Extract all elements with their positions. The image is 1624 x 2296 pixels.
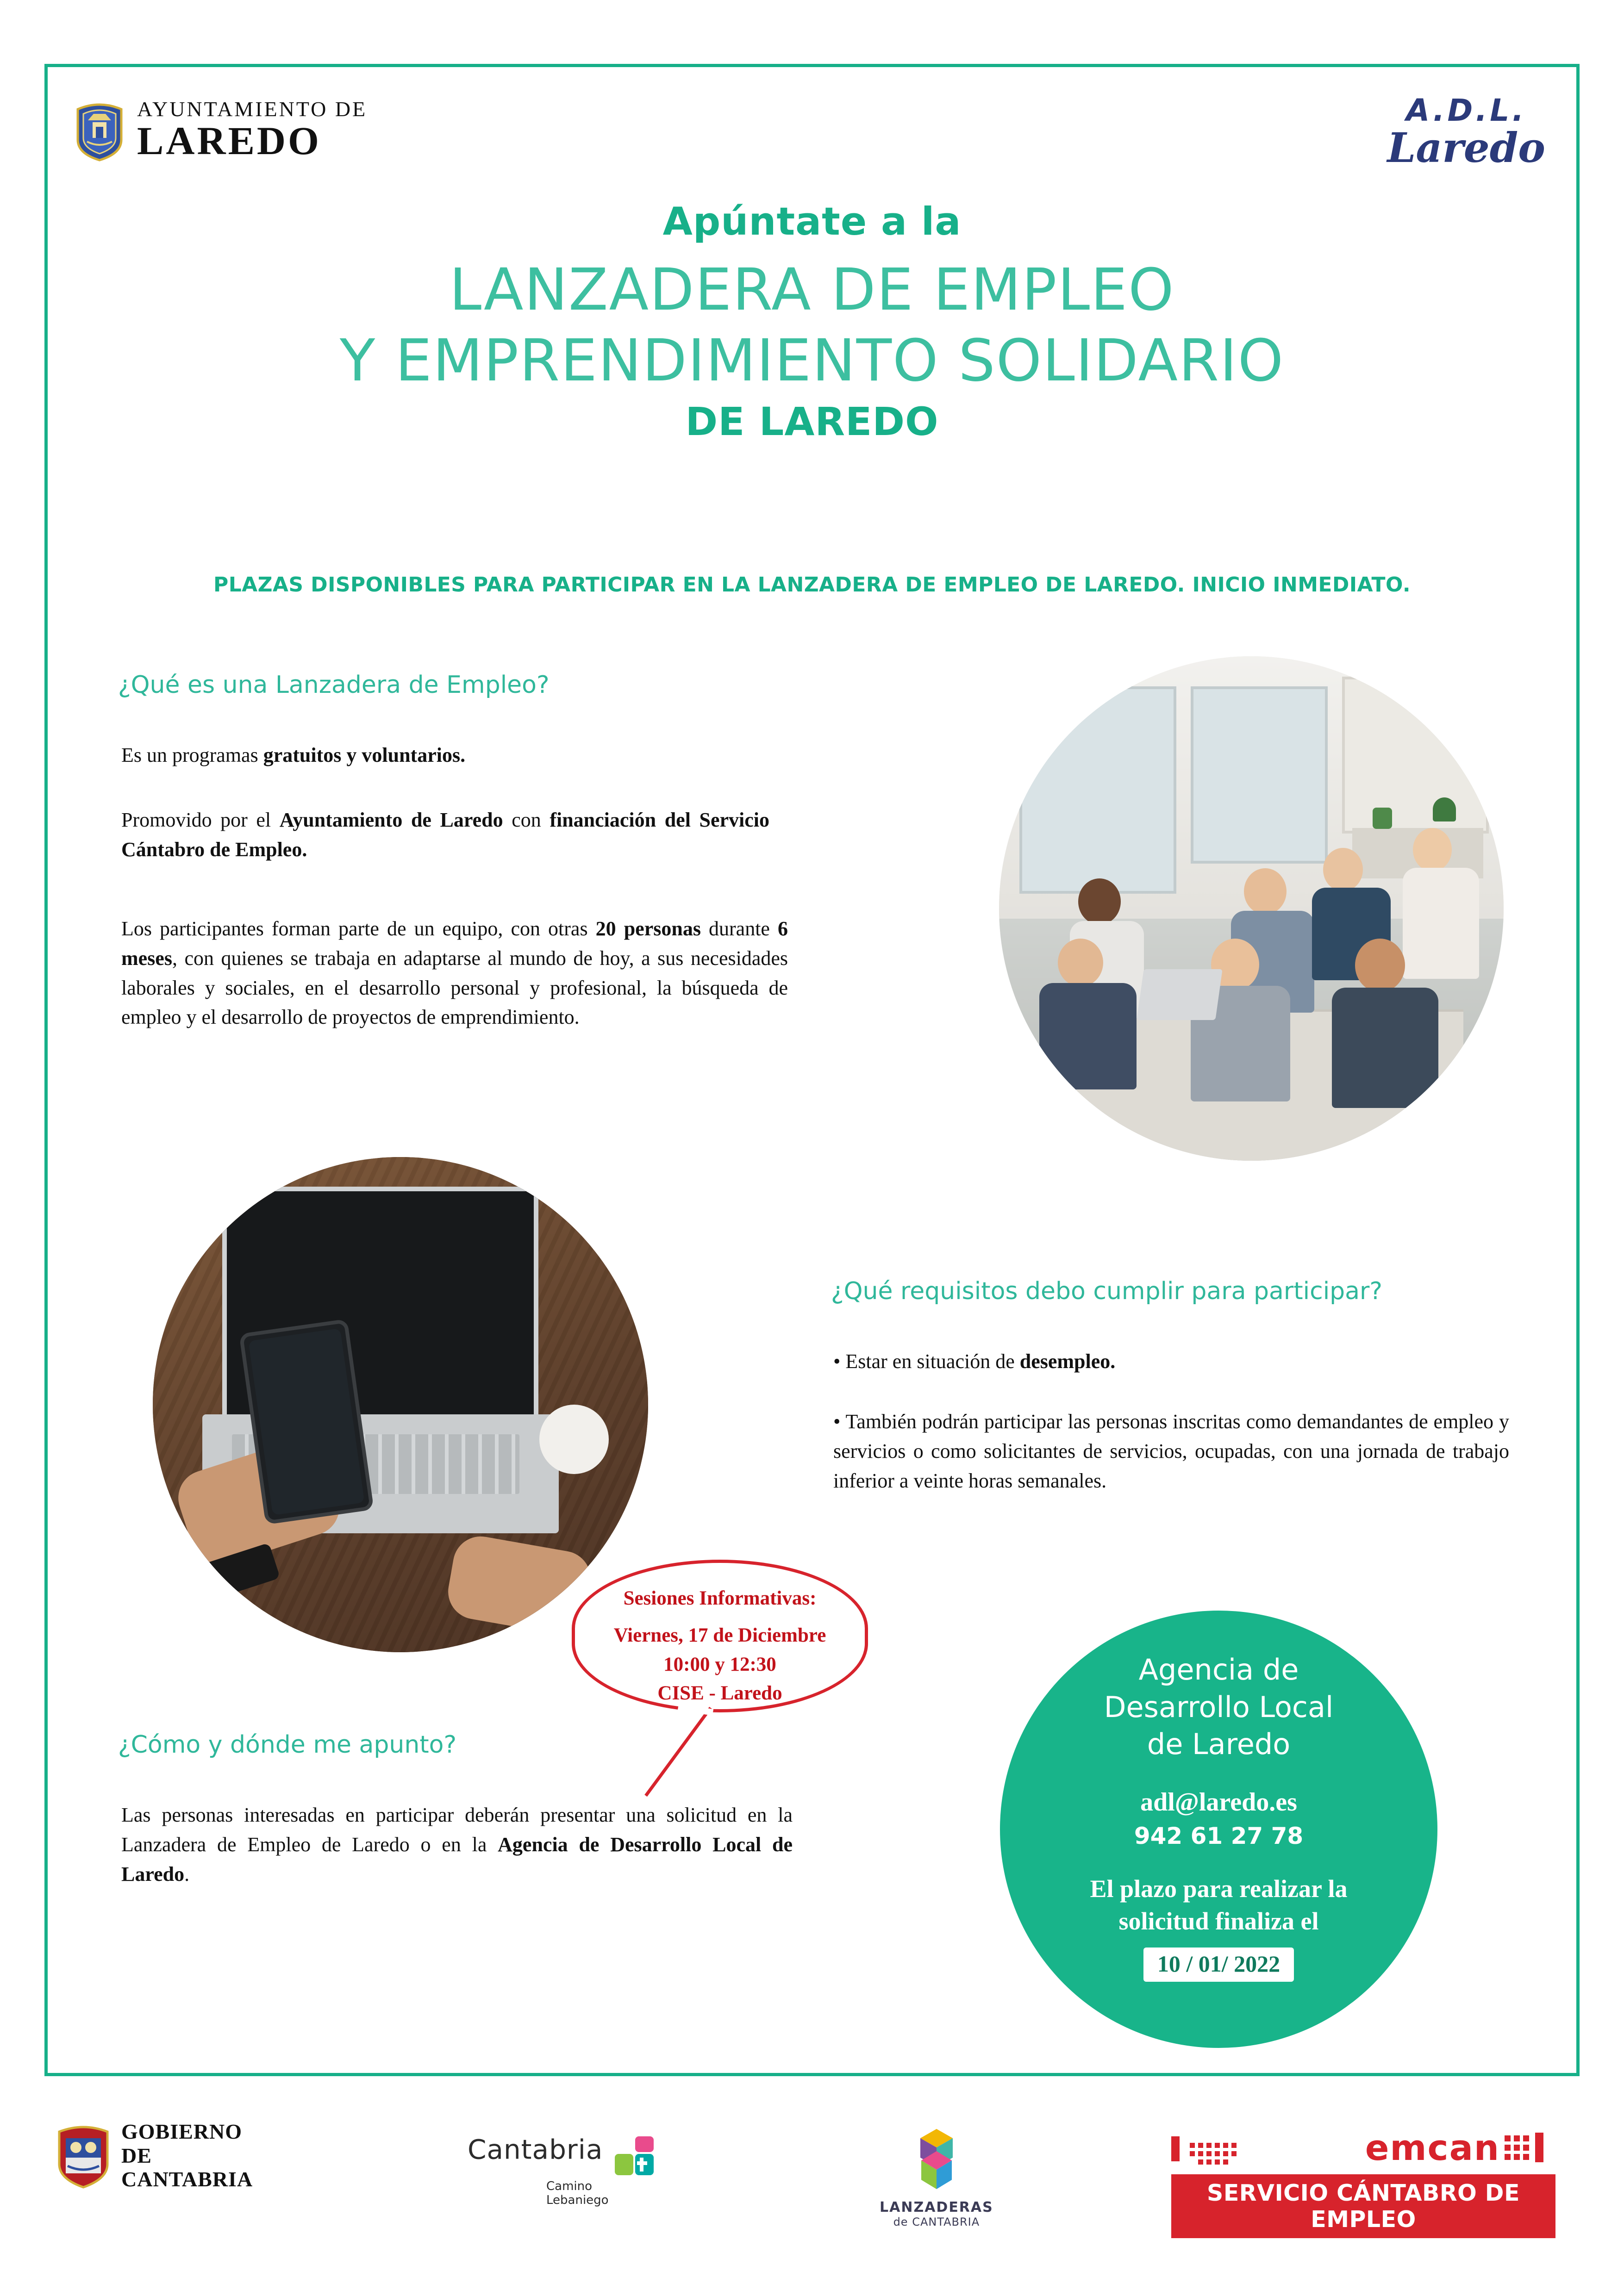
gobierno-line3: CANTABRIA bbox=[121, 2167, 253, 2191]
contact-title-line2: Desarrollo Local bbox=[1104, 1690, 1334, 1724]
bullet-desempleo bbox=[833, 1347, 1505, 1376]
gobierno-cantabria-logo bbox=[56, 2120, 253, 2191]
ayuntamiento-line1: AYUNTAMIENTO DE bbox=[137, 97, 368, 121]
meeting-scene bbox=[999, 656, 1504, 1161]
contact-title-line3: de Laredo bbox=[1147, 1727, 1291, 1761]
bullet1-text-a: • Estar en situación de bbox=[833, 1350, 1020, 1373]
adl-logo-bottom: Laredo bbox=[1387, 124, 1545, 172]
bubble-line-3: 10:00 y 12:30 bbox=[663, 1653, 776, 1675]
laredo-crest-icon bbox=[74, 97, 125, 162]
contact-title-line1: Agencia de bbox=[1138, 1653, 1299, 1686]
contact-circle bbox=[1000, 1611, 1437, 2048]
contact-email[interactable]: adl@laredo.es bbox=[1140, 1787, 1297, 1817]
emcan-wordmark: emcan bbox=[1365, 2127, 1500, 2168]
bubble-line-4: CISE - Laredo bbox=[657, 1682, 782, 1705]
ayuntamiento-line2: LAREDO bbox=[137, 118, 321, 163]
adl-laredo-logo bbox=[1387, 93, 1545, 172]
como-text-a: Las personas interesadas en participar deberán presentar una solicitud en la Lanzadera de Empleo de Laredo o en la bbox=[121, 1804, 793, 1856]
lanzaderas-line2: de CANTABRIA bbox=[893, 2215, 980, 2228]
gobierno-line2: DE bbox=[121, 2143, 152, 2167]
camino-lebaniego-logo bbox=[468, 2134, 656, 2208]
cantabria-wordmark: Cantabria bbox=[468, 2134, 603, 2165]
title-main-line2: Y EMPRENDIMIENTO SOLIDARIO bbox=[339, 327, 1285, 394]
como-text-b: Agencia de Desarrollo Local de Laredo bbox=[121, 1833, 793, 1885]
p1-text-a: Es un programas bbox=[121, 744, 263, 766]
footer-logos bbox=[0, 2110, 1624, 2268]
camino-lebaniego-icon bbox=[612, 2134, 656, 2180]
availability-banner: PLAZAS DISPONIBLES PARA PARTICIPAR EN LA LANZADERA DE EMPLEO DE LAREDO. INICIO INMEDIATO. bbox=[213, 573, 1411, 597]
p2-text-a: Promovido por el bbox=[121, 809, 280, 831]
lanzaderas-cantabria-logo bbox=[880, 2124, 993, 2228]
bubble-line-1: Sesiones Informativas: bbox=[623, 1587, 817, 1609]
heading-que-es: ¿Qué es una Lanzadera de Empleo? bbox=[118, 671, 550, 699]
emcan-top-row bbox=[1171, 2124, 1555, 2174]
deadline-date-badge: 10 / 01/ 2022 bbox=[1143, 1948, 1294, 1982]
p3-text-d: 6 meses bbox=[121, 917, 788, 970]
emcan-tagline-bar: SERVICIO CÁNTABRO DE EMPLEO bbox=[1171, 2174, 1555, 2238]
paragraph-gratuitos bbox=[121, 740, 793, 770]
bubble-line-2: Viernes, 17 de Diciembre bbox=[613, 1624, 826, 1647]
info-sessions-bubble bbox=[572, 1560, 868, 1712]
photo-team-meeting bbox=[999, 656, 1504, 1161]
title-block bbox=[0, 199, 1624, 444]
p3-text-a: Los participantes forman parte de un equipo, con otras bbox=[121, 917, 596, 940]
deadline-line2: solicitud finaliza el bbox=[1118, 1907, 1319, 1935]
gobierno-cantabria-wordmark bbox=[121, 2120, 253, 2191]
title-kicker: Apúntate a la bbox=[662, 199, 962, 244]
p1-text-b: gratuitos y voluntarios. bbox=[263, 744, 466, 766]
bullet-demandantes: • También podrán participar las personas inscritas como demandantes de empleo y servicios o como solicitantes de servicios, ocupadas, con una jornada de trabajo inferior a veinte horas semanales. bbox=[833, 1410, 1509, 1492]
paragraph-participantes bbox=[121, 914, 788, 1032]
p2-text-c: con bbox=[503, 809, 550, 831]
person-2 bbox=[1039, 939, 1137, 1089]
photo-laptop-phone bbox=[153, 1157, 648, 1652]
emcan-dots-right-icon bbox=[1505, 2131, 1555, 2170]
paragraph-como bbox=[121, 1800, 793, 1889]
cantabria-crest-icon bbox=[56, 2120, 111, 2191]
p2-text-d: financiación del Servicio Cántabro de Empleo. bbox=[121, 809, 770, 861]
p3-text-e: , con quienes se trabaja en adaptarse al mundo de hoy, a sus necesidades laborales y sociales, en el desarrollo personal y profesional, la búsqueda de empleo y el desarrollo de proyectos de emprendimiento. bbox=[121, 946, 788, 1029]
title-subtitle: DE LAREDO bbox=[685, 399, 939, 444]
lanzaderas-line1: LANZADERAS bbox=[880, 2199, 993, 2215]
ayuntamiento-wordmark bbox=[137, 99, 367, 161]
person-6 bbox=[1191, 939, 1290, 1101]
bullet1-text-b: desempleo. bbox=[1019, 1350, 1116, 1373]
camino-sub-line2: Lebaniego bbox=[546, 2193, 609, 2207]
person-7 bbox=[1332, 939, 1438, 1108]
emcan-logo bbox=[1171, 2124, 1555, 2238]
p3-text-c: durante bbox=[700, 917, 778, 940]
heading-como: ¿Cómo y dónde me apunto? bbox=[118, 1731, 457, 1759]
adl-logo-top: A.D.L. bbox=[1406, 93, 1527, 128]
desk-scene bbox=[153, 1157, 648, 1652]
lanzaderas-cubes-icon bbox=[880, 2124, 993, 2196]
como-text-c: . bbox=[184, 1862, 190, 1885]
heading-requisitos: ¿Qué requisitos debo cumplir para participar? bbox=[831, 1277, 1382, 1305]
p2-text-b: Ayuntamiento de Laredo bbox=[279, 809, 503, 831]
camino-sub-line1: Camino bbox=[546, 2179, 593, 2193]
emcan-dots-left-icon bbox=[1171, 2133, 1310, 2167]
gobierno-line1: GOBIERNO bbox=[121, 2120, 243, 2144]
paragraph-promovido bbox=[121, 805, 769, 865]
contact-phone[interactable]: 942 61 27 78 bbox=[1134, 1822, 1304, 1849]
deadline-line1: El plazo para realizar la bbox=[1090, 1874, 1348, 1903]
camino-lebaniego-sub bbox=[546, 2180, 656, 2208]
ayuntamiento-logo bbox=[74, 97, 367, 162]
title-main-line1: LANZADERA DE EMPLEO bbox=[449, 256, 1175, 324]
p3-text-b: 20 personas bbox=[595, 917, 701, 940]
